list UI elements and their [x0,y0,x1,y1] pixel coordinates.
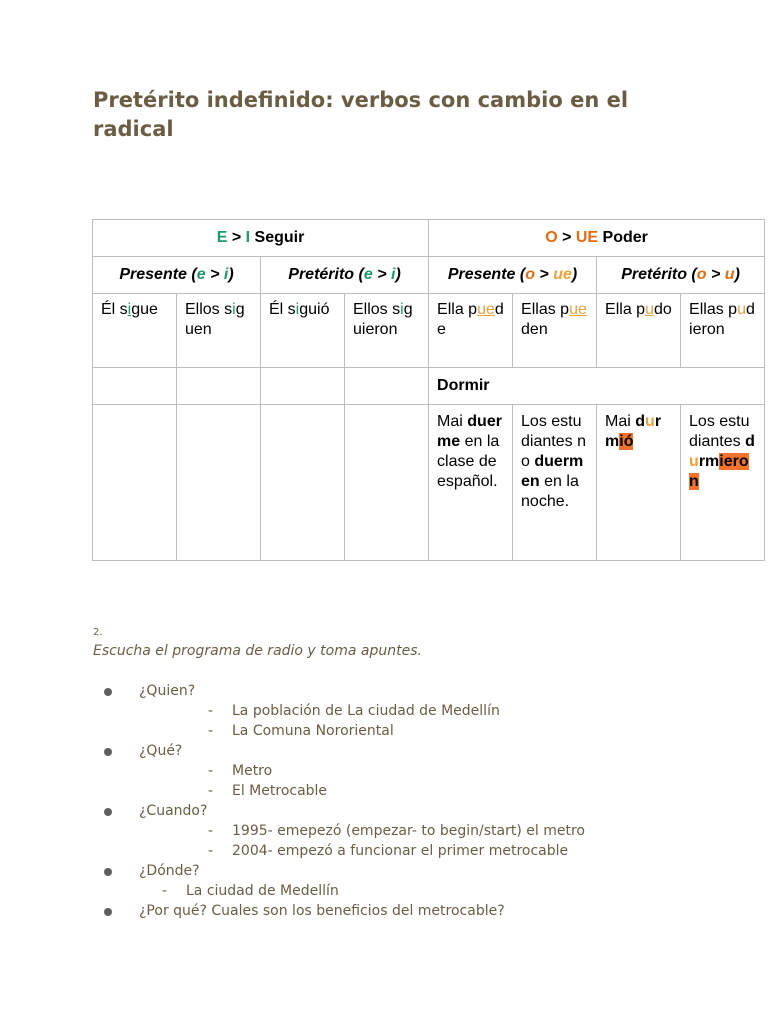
bullet-icon [104,688,112,696]
table-cell: Ellas pueden [513,294,597,368]
table-cell [261,405,345,561]
list-item: ¿Quien? [0,681,768,701]
list-item: ¿Por qué? Cuales son los beneficios del metrocable? [0,901,768,921]
table-cell [261,368,345,405]
subheader-preterito-o-u: Pretérito (o > u) [597,257,765,294]
table-cell [177,368,261,405]
table-cell: Mai duerme en la clase de español. [429,405,513,561]
subheader-presente-e-i: Presente (e > i) [93,257,261,294]
table-cell: Él siguió [261,294,345,368]
notes-list [0,681,768,921]
header-poder: O > UE Poder [429,220,765,257]
subheader-preterito-e-i: Pretérito (e > i) [261,257,429,294]
list-item: ¿Cuando? [0,801,768,821]
list-item: - La población de La ciudad de Medellín [208,703,500,719]
bullet-icon [104,908,112,916]
page-title: Pretérito indefinido: verbos con cambio en el radical [93,88,629,141]
list-item: - Metro [208,763,273,779]
list-item: ¿Qué? [0,741,768,761]
header-seguir: E > I Seguir [93,220,429,257]
table-cell: Ella puede [429,294,513,368]
table-cell [345,368,429,405]
instructions: Escucha el programa de radio y toma apuntes. [93,643,422,659]
table-cell: Él sigue [93,294,177,368]
list-item: - La Comuna Nororiental [208,723,394,739]
bullet-icon [104,868,112,876]
list-item: ¿Dónde? [0,861,768,881]
table-cell: Mai durmió [597,405,681,561]
table-cell: Ellas pudieron [681,294,765,368]
table-cell: Los estudiantes no duermen en la noche. [513,405,597,561]
table-cell: Los estudiantes durmieron [681,405,765,561]
dormir-label: Dormir [429,368,765,405]
section-number: 2. [93,627,103,638]
table-cell [177,405,261,561]
list-item: - 2004- empezó a funcionar el primer metrocable [208,843,569,859]
table-cell [93,368,177,405]
table-cell: Ellos siguieron [345,294,429,368]
bullet-icon [104,748,112,756]
list-item: - La ciudad de Medellín [162,883,339,899]
table-cell: Ellos siguen [177,294,261,368]
bullet-icon [104,808,112,816]
list-item: - El Metrocable [208,783,328,799]
subheader-presente-o-ue: Presente (o > ue) [429,257,597,294]
table-cell [93,405,177,561]
table-cell: Ella pudo [597,294,681,368]
list-item: - 1995- emepezó (empezar- to begin/start) el metro [208,823,585,839]
verb-table [92,219,765,561]
table-cell [345,405,429,561]
